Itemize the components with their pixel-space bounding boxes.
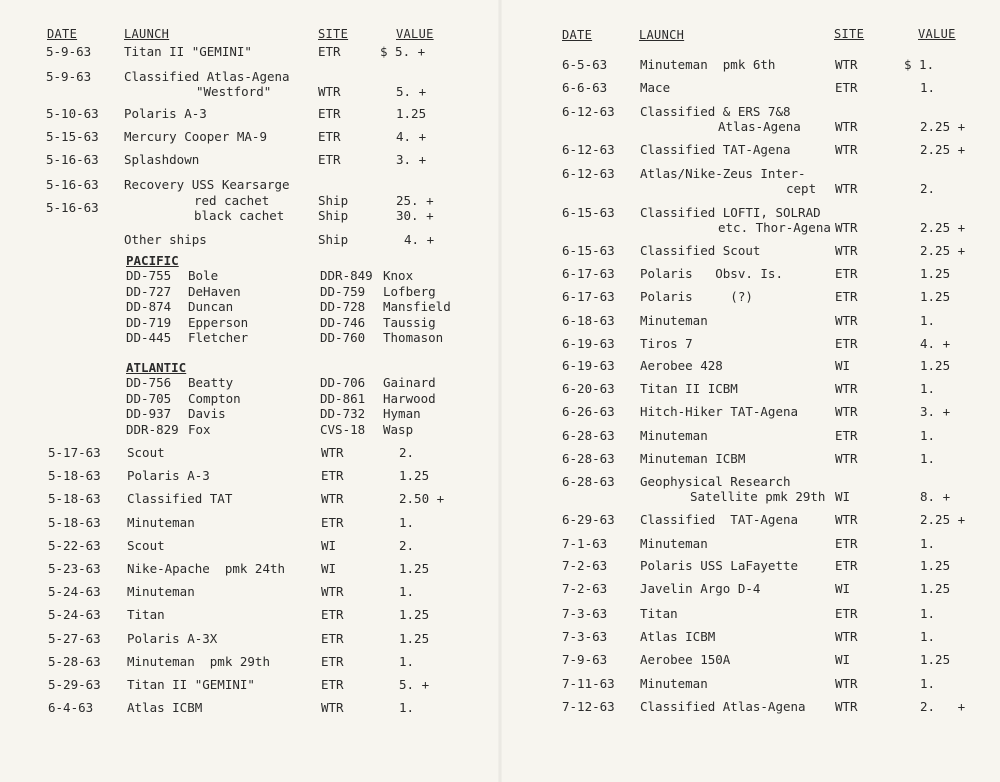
- row-date: 6-28-63: [562, 474, 615, 489]
- row-value: 30. +: [396, 208, 434, 223]
- row-value: 1.25: [920, 581, 951, 596]
- row-value: 1.25: [399, 468, 430, 484]
- row-value: 1.25: [920, 652, 951, 667]
- row-site: WTR: [318, 84, 341, 99]
- row-date: 7-3-63: [562, 629, 608, 644]
- row-launch: Minuteman: [640, 428, 708, 443]
- row-launch: Tiros 7: [640, 336, 693, 351]
- row-launch: red cachet: [194, 193, 270, 208]
- row-launch: Aerobee 150A: [640, 652, 731, 667]
- row-launch: Scout: [127, 445, 165, 460]
- ship-number: DD-706: [320, 375, 366, 390]
- header-value: VALUE: [918, 27, 956, 41]
- row-site: WTR: [835, 512, 858, 527]
- row-date: 5-29-63: [48, 677, 101, 692]
- row-value: $ 5. +: [380, 44, 426, 59]
- row-value: 2.50 +: [399, 491, 445, 507]
- row-site: ETR: [835, 606, 858, 621]
- row-launch: Polaris (?): [640, 289, 753, 304]
- header-launch: LAUNCH: [124, 27, 170, 41]
- row-launch: Recovery USS Kearsarge: [124, 177, 290, 192]
- row-date: 7-1-63: [562, 536, 608, 551]
- row-date: 6-15-63: [562, 205, 615, 220]
- row-date: 5-17-63: [48, 445, 101, 460]
- row-date: 5-15-63: [46, 129, 99, 144]
- header-site: SITE: [318, 27, 349, 41]
- ship-number: DD-445: [126, 330, 172, 345]
- row-date: 6-19-63: [562, 358, 615, 373]
- row-value: 1.25: [399, 630, 430, 646]
- row-site: ETR: [835, 428, 858, 443]
- row-value: 2.25 +: [920, 119, 966, 134]
- row-site: WTR: [321, 445, 344, 460]
- row-value: 2.: [920, 181, 936, 196]
- row-launch: Minuteman pmk 29th: [127, 653, 270, 669]
- row-site: ETR: [835, 536, 858, 551]
- row-launch: Classified TAT-Agena: [640, 512, 799, 527]
- row-date: 5-18-63: [48, 491, 101, 507]
- row-launch: Classified TAT-Agena: [640, 142, 791, 157]
- row-launch: Nike-Apache pmk 24th: [127, 561, 286, 576]
- ship-name: DeHaven: [188, 283, 241, 299]
- ship-name: Bole: [188, 268, 219, 283]
- ship-number: DD-727: [126, 283, 172, 299]
- row-launch: Hitch-Hiker TAT-Agena: [640, 404, 799, 419]
- row-site: WTR: [835, 243, 858, 258]
- row-launch: Atlas ICBM: [640, 629, 716, 644]
- atlantic-heading: ATLANTIC: [126, 360, 187, 375]
- row-date: 5-18-63: [48, 468, 101, 484]
- row-date: 6-15-63: [562, 243, 615, 258]
- row-value: 3. +: [920, 404, 951, 419]
- row-value: 1.: [920, 313, 936, 328]
- row-launch: Polaris A-3: [127, 468, 210, 484]
- row-launch: Other ships: [124, 232, 207, 247]
- row-launch: Splashdown: [124, 152, 200, 167]
- row-site: WI: [835, 581, 851, 596]
- row-launch-cont: cept: [786, 181, 817, 196]
- row-value: 4. +: [396, 129, 427, 144]
- row-site: WTR: [835, 629, 858, 644]
- row-launch-cont: etc. Thor-Agena: [718, 220, 831, 235]
- row-site: ETR: [321, 630, 344, 646]
- row-date: 5-18-63: [48, 514, 101, 530]
- row-value: 1.: [920, 381, 936, 396]
- ship-number: DD-759: [320, 283, 366, 299]
- row-launch: Polaris A-3: [124, 106, 207, 121]
- row-site: ETR: [321, 468, 344, 484]
- row-value: 1.25: [920, 266, 951, 281]
- row-value: 8. +: [920, 489, 951, 504]
- row-site: Ship: [318, 208, 349, 223]
- row-launch: Titan II ICBM: [640, 381, 738, 396]
- row-value: 1.: [399, 514, 415, 530]
- row-launch: Aerobee 428: [640, 358, 723, 373]
- row-value: 25. +: [396, 193, 434, 208]
- row-site: WTR: [835, 142, 858, 157]
- row-date: 6-20-63: [562, 381, 615, 396]
- row-site: ETR: [318, 129, 341, 144]
- row-date: 6-17-63: [562, 289, 615, 304]
- ship-number: DD-874: [126, 299, 172, 314]
- row-site: ETR: [835, 80, 858, 95]
- row-value: 1.25: [920, 289, 951, 304]
- row-launch: Classified Atlas-Agena: [124, 69, 290, 84]
- row-site: ETR: [321, 677, 344, 692]
- row-date: 5-9-63: [46, 44, 92, 59]
- pacific-heading: PACIFIC: [126, 253, 179, 268]
- row-site: WTR: [321, 584, 344, 600]
- row-launch: Minuteman: [640, 313, 708, 328]
- row-date: 7-2-63: [562, 558, 608, 573]
- row-date: 6-28-63: [562, 451, 615, 466]
- row-value: 5. +: [396, 84, 427, 99]
- row-date: 5-9-63: [46, 69, 92, 84]
- row-site: ETR: [835, 266, 858, 281]
- row-site: WTR: [835, 676, 858, 691]
- row-site: ETR: [321, 514, 344, 530]
- row-launch: Minuteman: [127, 514, 195, 530]
- row-date: 6-18-63: [562, 313, 615, 328]
- row-site: ETR: [321, 607, 344, 623]
- row-date: 6-19-63: [562, 336, 615, 351]
- row-date: 7-12-63: [562, 699, 615, 714]
- row-launch: Classified & ERS 7&8: [640, 104, 791, 119]
- ship-number: DD-732: [320, 406, 366, 421]
- row-launch-cont: Atlas-Agena: [718, 119, 801, 134]
- row-value: 1.: [399, 584, 415, 600]
- row-launch: Minuteman: [127, 584, 195, 600]
- row-value: 1.: [920, 606, 936, 621]
- row-site: WI: [321, 537, 337, 553]
- ship-name: Mansfield: [383, 299, 451, 314]
- row-site: WTR: [835, 699, 858, 714]
- row-date: 6-26-63: [562, 404, 615, 419]
- ship-number: DD-755: [126, 268, 172, 283]
- row-value: 1.25: [920, 558, 951, 573]
- row-site: WI: [835, 489, 851, 504]
- row-site: WTR: [835, 57, 858, 72]
- row-value: 1.25: [396, 106, 427, 121]
- row-date: 5-22-63: [48, 537, 101, 553]
- row-launch: Polaris Obsv. Is.: [640, 266, 783, 281]
- row-date: 6-6-63: [562, 80, 608, 95]
- row-site: ETR: [318, 152, 341, 167]
- row-date: 6-29-63: [562, 512, 615, 527]
- row-launch: Mercury Cooper MA-9: [124, 129, 267, 144]
- row-launch: Titan II "GEMINI": [127, 677, 255, 692]
- row-date: 7-3-63: [562, 606, 608, 621]
- row-value: 2.25 +: [920, 243, 966, 258]
- row-value: 2. +: [920, 699, 966, 714]
- row-site: WTR: [835, 451, 858, 466]
- ship-number: DD-728: [320, 299, 366, 314]
- row-value: 1.: [920, 80, 936, 95]
- ship-name: Fletcher: [188, 330, 249, 345]
- row-value: 1.: [920, 451, 936, 466]
- row-launch: Classified Scout: [640, 243, 761, 258]
- row-date: 7-11-63: [562, 676, 615, 691]
- ship-name: Knox: [383, 268, 414, 283]
- row-value: 2.25 +: [920, 142, 966, 157]
- ship-number: DD-861: [320, 390, 366, 406]
- row-date: 5-10-63: [46, 106, 99, 121]
- header-value: VALUE: [396, 27, 434, 41]
- ship-name: Beatty: [188, 375, 234, 390]
- header-date: DATE: [47, 27, 78, 41]
- row-date: 7-9-63: [562, 652, 608, 667]
- row-launch: Minuteman: [640, 676, 708, 691]
- ship-name: Fox: [188, 421, 211, 437]
- row-date: 6-4-63: [48, 700, 94, 716]
- row-site: Ship: [318, 232, 349, 247]
- row-date: 5-24-63: [48, 584, 101, 600]
- row-launch-cont: "Westford": [196, 84, 272, 99]
- row-date: 6-12-63: [562, 104, 615, 119]
- row-value: 4. +: [404, 232, 435, 247]
- row-value: 4. +: [920, 336, 951, 351]
- row-value: 1.: [920, 536, 936, 551]
- ship-name: Compton: [188, 390, 241, 406]
- row-site: WI: [835, 652, 851, 667]
- row-launch: Titan: [640, 606, 678, 621]
- ship-name: Epperson: [188, 314, 249, 330]
- row-launch: Titan II "GEMINI": [124, 44, 252, 59]
- ship-name: Lofberg: [383, 283, 436, 299]
- row-launch: Titan: [127, 607, 165, 623]
- row-date: 5-28-63: [48, 653, 101, 669]
- row-launch: Classified Atlas-Agena: [640, 699, 806, 714]
- row-launch: Javelin Argo D-4: [640, 581, 761, 596]
- header-date: DATE: [562, 28, 593, 42]
- ship-number: CVS-18: [320, 421, 366, 437]
- row-date: 6-28-63: [562, 428, 615, 443]
- row-site: WTR: [835, 313, 858, 328]
- row-site: WTR: [835, 220, 858, 235]
- row-launch: Geophysical Research: [640, 474, 791, 489]
- row-launch: Classified LOFTI, SOLRAD: [640, 205, 821, 220]
- row-site: Ship: [318, 193, 349, 208]
- row-site: ETR: [321, 653, 344, 669]
- row-site: WI: [835, 358, 851, 373]
- row-launch: Mace: [640, 80, 671, 95]
- row-date: 5-16-63: [46, 177, 99, 192]
- row-launch: Minuteman ICBM: [640, 451, 746, 466]
- ship-name: Gainard: [383, 375, 436, 390]
- row-site: WTR: [835, 119, 858, 134]
- row-value: 1.: [920, 676, 936, 691]
- header-site: SITE: [834, 27, 865, 41]
- row-launch: Minuteman: [640, 536, 708, 551]
- row-value: 1.: [399, 653, 415, 669]
- ship-name: Taussig: [383, 314, 436, 330]
- row-value: 1.: [399, 700, 415, 716]
- row-value: 2.: [399, 537, 415, 553]
- row-launch: Minuteman pmk 6th: [640, 57, 776, 72]
- row-value: 5. +: [399, 677, 430, 692]
- row-value: 1.25: [399, 561, 430, 576]
- row-value: 1.: [920, 428, 936, 443]
- row-value: 1.25: [399, 607, 430, 623]
- row-date: 5-27-63: [48, 630, 101, 646]
- row-launch: Scout: [127, 537, 165, 553]
- row-site: WI: [321, 561, 337, 576]
- ship-name: Harwood: [383, 390, 436, 406]
- row-value: 1.: [920, 629, 936, 644]
- ship-name: Duncan: [188, 299, 234, 314]
- row-value: 2.25 +: [920, 512, 966, 527]
- ship-number: DD-760: [320, 330, 366, 345]
- row-site: ETR: [318, 106, 341, 121]
- row-value: $ 1.: [904, 57, 935, 72]
- ship-name: Hyman: [383, 406, 421, 421]
- row-date: 6-5-63: [562, 57, 608, 72]
- row-launch-cont: Satellite pmk 29th: [690, 489, 826, 504]
- row-value: 2.25 +: [920, 220, 966, 235]
- row-site: WTR: [835, 381, 858, 396]
- row-date: 6-12-63: [562, 142, 615, 157]
- row-value: 3. +: [396, 152, 427, 167]
- row-date: 6-12-63: [562, 166, 615, 181]
- row-site: WTR: [835, 404, 858, 419]
- row-site: WTR: [835, 181, 858, 196]
- row-site: ETR: [835, 336, 858, 351]
- row-site: ETR: [835, 289, 858, 304]
- right-page: [500, 0, 1000, 782]
- ship-number: DD-937: [126, 406, 172, 421]
- row-date: 5-16-63: [46, 200, 99, 215]
- row-site: ETR: [318, 44, 341, 59]
- row-launch: black cachet: [194, 208, 285, 223]
- row-site: WTR: [321, 491, 344, 507]
- row-date: 6-17-63: [562, 266, 615, 281]
- row-launch: Polaris USS LaFayette: [640, 558, 799, 573]
- ship-name: Davis: [188, 406, 226, 421]
- ship-number: DDR-829: [126, 421, 179, 437]
- row-launch: Atlas/Nike-Zeus Inter-: [640, 166, 806, 181]
- ship-number: DD-756: [126, 375, 172, 390]
- row-launch: Polaris A-3X: [127, 630, 218, 646]
- row-site: WTR: [321, 700, 344, 716]
- row-date: 5-24-63: [48, 607, 101, 623]
- ship-name: Wasp: [383, 421, 414, 437]
- row-launch: Classified TAT: [127, 491, 233, 507]
- row-launch: Atlas ICBM: [127, 700, 203, 716]
- ship-number: DD-719: [126, 314, 172, 330]
- row-value: 2.: [399, 445, 415, 460]
- row-value: 1.25: [920, 358, 951, 373]
- row-date: 7-2-63: [562, 581, 608, 596]
- ship-name: Thomason: [383, 330, 444, 345]
- ship-number: DD-746: [320, 314, 366, 330]
- ship-number: DD-705: [126, 390, 172, 406]
- ship-number: DDR-849: [320, 268, 373, 283]
- row-site: ETR: [835, 558, 858, 573]
- row-date: 5-16-63: [46, 152, 99, 167]
- row-date: 5-23-63: [48, 561, 101, 576]
- header-launch: LAUNCH: [639, 28, 685, 42]
